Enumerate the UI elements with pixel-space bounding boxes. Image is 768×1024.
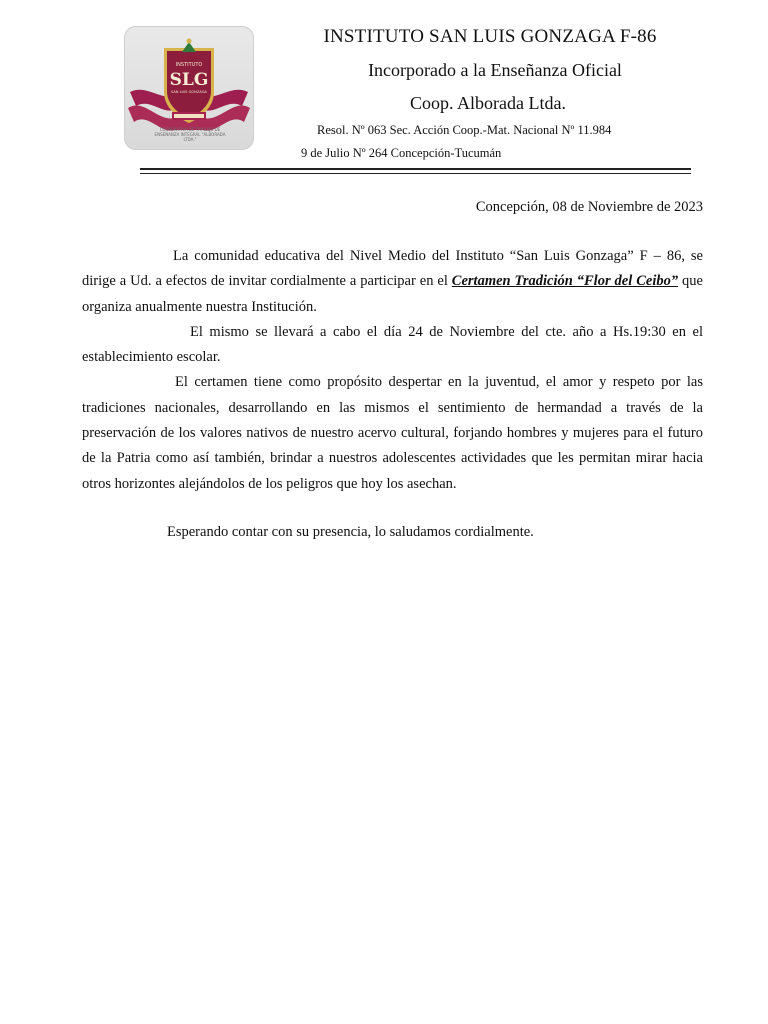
- logo-initials: SLG: [169, 70, 209, 90]
- header-divider-thick: [140, 168, 691, 170]
- logo-top-text: INSTITUTO: [175, 62, 203, 68]
- closing-line: Esperando contar con su presencia, lo saludamos cordialmente.: [167, 524, 534, 540]
- invitation-text: La comunidad educativa del Nivel Medio del Instituto “San Luis Gonzaga” F – 86, se dirige a Ud. a efectos de invitar cordialmente a participar en el: [82, 248, 703, 290]
- paragraph-invitation: [82, 244, 703, 320]
- institute-name: INSTITUTO SAN LUIS GONZAGA F-86: [323, 26, 657, 47]
- letter-date: Concepción, 08 de Noviembre de 2023: [475, 199, 703, 215]
- paragraph-purpose: El certamen tiene como propósito despertar en la juventud, el amor y respeto por las tradiciones nacionales, desarrollando en las mismos el sentimiento de hermandad a través de la preservación de los valores nativos de nuestro acervo cultural, forjando hombres y mujeres para el futuro de la Patria como así también, brindar a nuestros adolescentes actividades que les permitan mirar hacia otros horizontes alejándolos de los peligros que hoy los asechan.: [82, 374, 703, 492]
- paragraph-schedule: El mismo se llevará a cabo el día 24 de Noviembre del cte. año a Hs.19:30 en el establecimiento escolar.: [82, 323, 703, 366]
- cooperative-line: Coop. Alborada Ltda.: [410, 93, 566, 113]
- address-line: 9 de Julio Nº 264 Concepción-Tucumán: [301, 146, 502, 160]
- letter-body: [82, 244, 703, 497]
- incorporation-line: Incorporado a la Enseñanza Oficial: [368, 60, 622, 80]
- logo-under-text: SAN LUIS GONZAGA: [171, 90, 207, 94]
- event-name: Certamen Tradición “Flor del Ceibo”: [451, 273, 679, 290]
- resolution-line: Resol. Nº 063 Sec. Acción Coop.-Mat. Nacional Nº 11.984: [317, 123, 612, 137]
- header-divider-thin: [140, 173, 691, 174]
- invitation-text-end: que organiza anualmente nuestra Institución.: [82, 273, 703, 315]
- logo-caption: COOPERATIVA DE TRABAJO DE ENSEÑANZA INTEGRAL "ALBORADA LTDA.": [154, 127, 226, 142]
- institute-logo: [124, 26, 254, 150]
